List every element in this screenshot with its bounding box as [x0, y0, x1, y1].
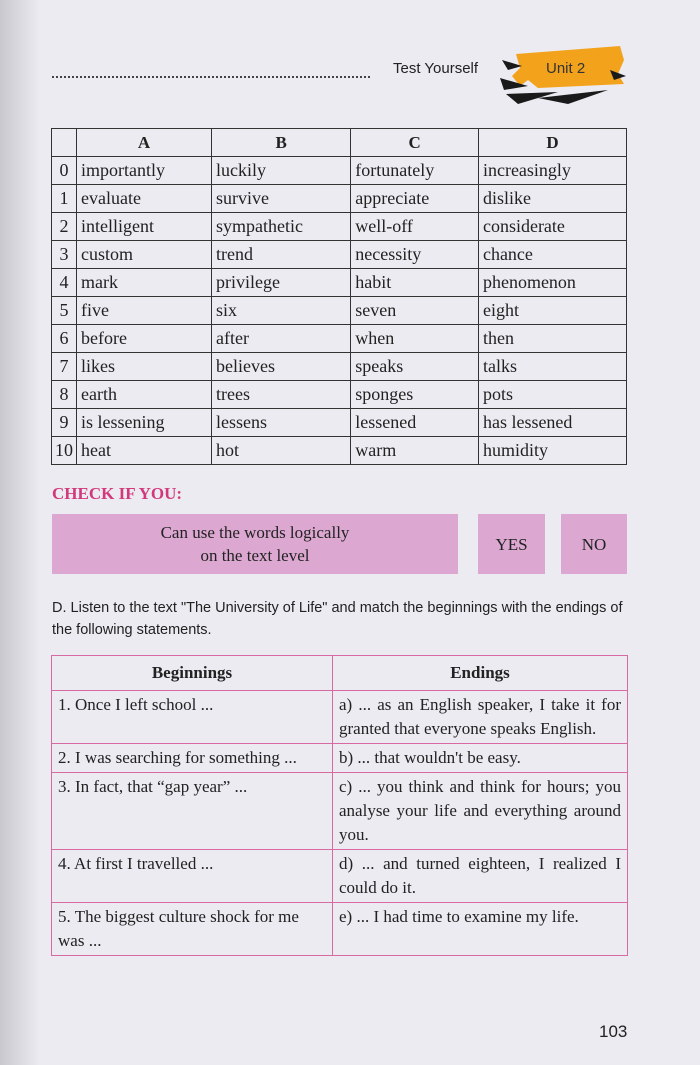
word-cell: seven: [351, 297, 479, 325]
word-cell: habit: [351, 269, 479, 297]
table-row: [52, 325, 627, 353]
column-header: A: [77, 129, 212, 157]
word-cell: speaks: [351, 353, 479, 381]
word-cell: importantly: [77, 157, 212, 185]
no-box[interactable]: [561, 514, 627, 574]
word-cell: fortunately: [351, 157, 479, 185]
word-cell: appreciate: [351, 185, 479, 213]
check-statement-line: on the text level: [200, 546, 310, 565]
column-header-number: [52, 129, 77, 157]
word-cell: lessens: [211, 409, 350, 437]
word-cell: trees: [211, 381, 350, 409]
header-dotted-rule: [52, 66, 370, 78]
column-header: C: [351, 129, 479, 157]
word-cell: intelligent: [77, 213, 212, 241]
table-row: [52, 381, 627, 409]
word-cell: hot: [211, 437, 350, 465]
ending-cell: a) ... as an English speaker, I take it for granted that everyone speaks English.: [333, 691, 628, 744]
beginning-cell: 2. I was searching for something ...: [52, 744, 333, 773]
no-label: NO: [581, 534, 607, 554]
table-row: [52, 850, 628, 903]
ending-cell: c) ... you think and think for hours; you analyse your life and everything around you.: [333, 773, 628, 850]
word-cell: sponges: [351, 381, 479, 409]
word-choice-table: [51, 128, 627, 465]
table-row: [52, 185, 627, 213]
table-row: [52, 773, 628, 850]
yes-box[interactable]: [478, 514, 545, 574]
word-cell: warm: [351, 437, 479, 465]
word-cell: custom: [77, 241, 212, 269]
word-cell: then: [478, 325, 626, 353]
word-cell: heat: [77, 437, 212, 465]
page-number: 103: [599, 1022, 628, 1041]
row-number: 9: [52, 409, 77, 437]
word-cell: chance: [478, 241, 626, 269]
word-cell: talks: [478, 353, 626, 381]
check-heading: CHECK IF YOU:: [52, 484, 183, 503]
word-cell: six: [211, 297, 350, 325]
table-row: [52, 269, 627, 297]
word-cell: dislike: [478, 185, 626, 213]
row-number: 6: [52, 325, 77, 353]
table-header-row: [52, 656, 628, 691]
table-row: [52, 157, 627, 185]
word-cell: eight: [478, 297, 626, 325]
word-cell: earth: [77, 381, 212, 409]
table-row: [52, 409, 627, 437]
row-number: 5: [52, 297, 77, 325]
beginning-cell: 4. At first I travelled ...: [52, 850, 333, 903]
word-cell: likes: [77, 353, 212, 381]
word-cell: well-off: [351, 213, 479, 241]
matching-table: [51, 655, 628, 956]
word-cell: pots: [478, 381, 626, 409]
column-header-beginnings: Beginnings: [52, 656, 333, 691]
word-cell: lessened: [351, 409, 479, 437]
word-cell: evaluate: [77, 185, 212, 213]
word-cell: luckily: [211, 157, 350, 185]
word-cell: five: [77, 297, 212, 325]
section-title: Test Yourself: [393, 60, 479, 77]
table-row: [52, 691, 628, 744]
beginning-cell: 1. Once I left school ...: [52, 691, 333, 744]
table-row: [52, 437, 627, 465]
row-number: 1: [52, 185, 77, 213]
unit-label: Unit 2: [546, 60, 586, 77]
check-statement: [52, 514, 458, 574]
row-number: 0: [52, 157, 77, 185]
row-number: 4: [52, 269, 77, 297]
beginning-cell: 3. In fact, that “gap year” ...: [52, 773, 333, 850]
table-row: [52, 297, 627, 325]
beginning-cell: 5. The biggest culture shock for me was ...: [52, 903, 333, 956]
table-header-row: [52, 129, 627, 157]
column-header-endings: Endings: [333, 656, 628, 691]
word-cell: believes: [211, 353, 350, 381]
word-cell: has lessened: [478, 409, 626, 437]
table-row: [52, 903, 628, 956]
column-header: D: [478, 129, 626, 157]
word-cell: before: [77, 325, 212, 353]
word-cell: increasingly: [478, 157, 626, 185]
word-cell: trend: [211, 241, 350, 269]
ending-cell: e) ... I had time to examine my life.: [333, 903, 628, 956]
task-d-instructions: D. Listen to the text "The University of Life" and match the beginnings with the endings of the following statements.: [52, 600, 623, 638]
word-cell: survive: [211, 185, 350, 213]
page-gutter-shadow: [0, 0, 40, 1065]
word-cell: after: [211, 325, 350, 353]
word-cell: necessity: [351, 241, 479, 269]
word-cell: considerate: [478, 213, 626, 241]
word-cell: when: [351, 325, 479, 353]
table-row: [52, 744, 628, 773]
row-number: 7: [52, 353, 77, 381]
ending-cell: d) ... and turned eighteen, I realized I could do it.: [333, 850, 628, 903]
word-cell: mark: [77, 269, 212, 297]
ending-cell: b) ... that wouldn't be easy.: [333, 744, 628, 773]
word-cell: is lessening: [77, 409, 212, 437]
yes-label: YES: [495, 534, 528, 554]
table-row: [52, 213, 627, 241]
column-header: B: [211, 129, 350, 157]
unit-badge: [498, 40, 628, 110]
row-number: 8: [52, 381, 77, 409]
row-number: 10: [52, 437, 77, 465]
check-statement-line: Can use the words logically: [160, 523, 350, 542]
table-row: [52, 353, 627, 381]
table-row: [52, 241, 627, 269]
row-number: 2: [52, 213, 77, 241]
row-number: 3: [52, 241, 77, 269]
word-cell: sympathetic: [211, 213, 350, 241]
word-cell: humidity: [478, 437, 626, 465]
word-cell: privilege: [211, 269, 350, 297]
word-cell: phenomenon: [478, 269, 626, 297]
